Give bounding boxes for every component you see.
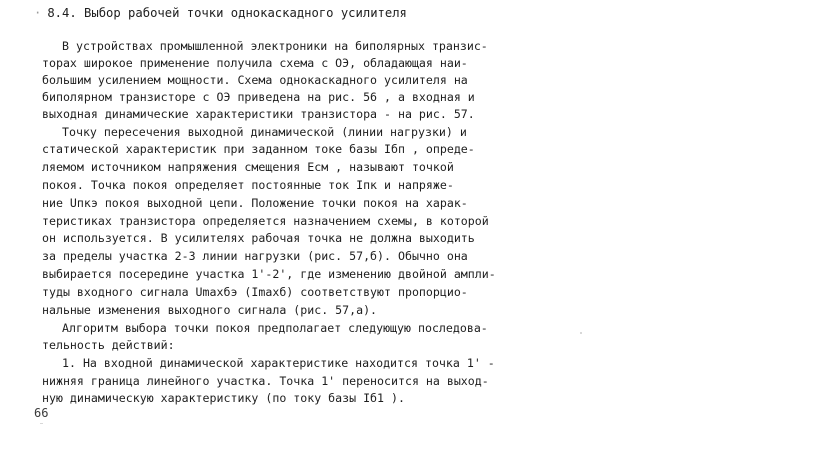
text-line: ляемом источником напряжения смещения Eсм , называют точкой: [42, 160, 454, 174]
text-line: большим усилением мощности. Схема однокаскадного усилителя на: [42, 73, 468, 87]
text-line: биполярном транзисторе с ОЭ приведена на рис. 56 , а входная и: [42, 90, 475, 104]
text-line: статической характеристик при заданном токе базы Iбп , опреде-: [42, 142, 475, 156]
text-line: нальные изменения выходного сигнала (рис. 57,а).: [42, 303, 378, 317]
text-line: за пределы участка 2-3 линии нагрузки (рис. 57,б). Обычно она: [42, 249, 468, 263]
text-line: теристиках транзистора определяется назначением схемы, в которой: [42, 214, 489, 228]
section-mark-icon: ·: [34, 6, 42, 20]
text-line: туды входного сигнала Umaxбэ (Imaxб) соответствуют пропорцио-: [42, 285, 468, 299]
text-line: ние Uпкэ покоя выходной цепи. Положение точки покоя на харак-: [42, 196, 468, 210]
text-line: ную динамическую характеристику (по току базы Iб1 ).: [42, 391, 405, 405]
text-line: В устройствах промышленной электроники на биполярных транзис-: [62, 39, 488, 53]
text-line: Точку пересечения выходной динамической (линии нагрузки) и: [62, 125, 467, 139]
text-line: выходная динамические характеристики транзистора - на рис. 57.: [42, 107, 475, 121]
text-line: нижняя граница линейного участка. Точка 1' переносится на выход-: [42, 374, 489, 388]
text-line: он используется. В усилителях рабочая точка не должна выходить: [42, 231, 475, 245]
text-line: торах широкое применение получила схема с ОЭ, обладающая наи-: [42, 56, 468, 70]
text-line: тельность действий:: [42, 338, 175, 352]
text-line: покоя. Точка покоя определяет постоянные ток Iпк и напряже-: [42, 178, 454, 192]
page-number: 66: [34, 406, 49, 420]
text-line: 1. На входной динамической характеристике находится точка 1' -: [62, 356, 495, 370]
section-heading: [34, 6, 407, 20]
scan-speck: [40, 423, 43, 424]
text-line: выбирается посередине участка 1'-2', где изменению двойной ампли-: [42, 267, 496, 281]
text-line: Алгоритм выбора точки покоя предполагает следующую последова-: [62, 321, 488, 335]
heading-text: 8.4. Выбор рабочей точки однокаскадного усилителя: [47, 6, 407, 20]
scan-speck: [580, 332, 582, 334]
